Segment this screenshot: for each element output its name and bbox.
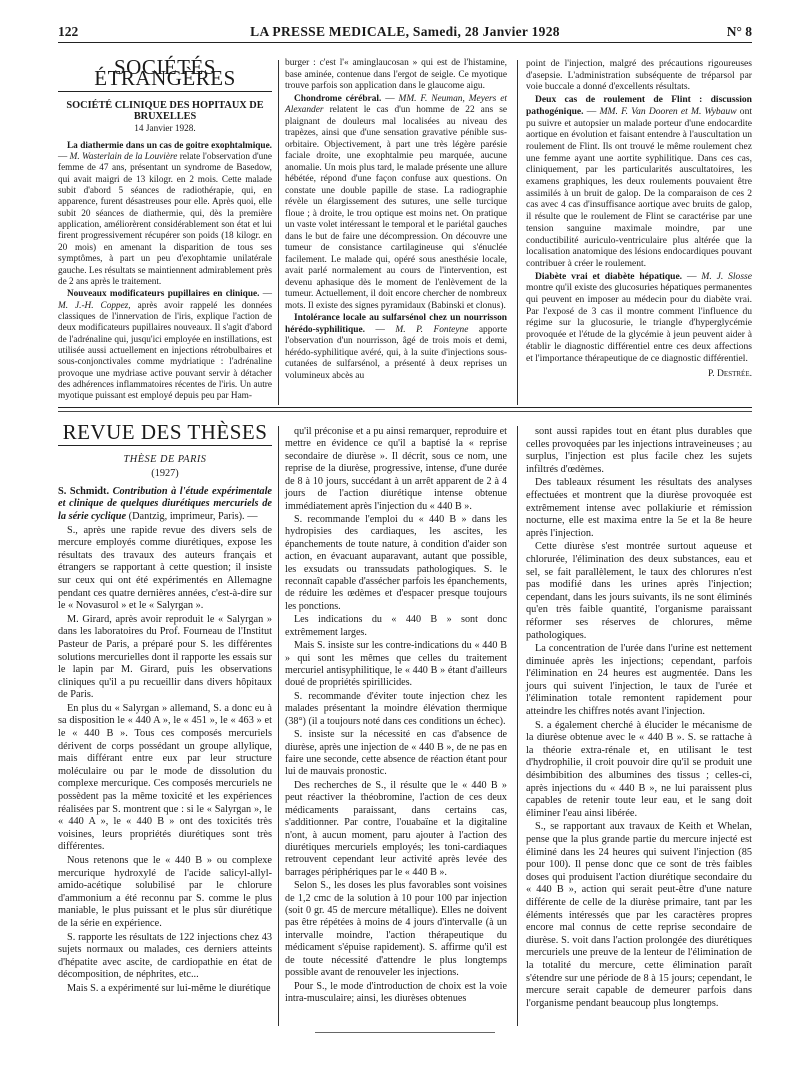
societes-column-3 — [526, 58, 752, 380]
body-paragraph: S. a également cherché à élucider le mécanisme de la diurèse obtenue avec le « 440 B ». S. se rattache à la théorie extra-rénale et, en utilisant le test d'hydrophilie, il croit pouvoir dire qu'il se produit une désimbibition des albumines des tissus ; celles-ci, après injections du « 440 B », ne lui paraissent plus capables de retenir toute leur eau, et le sang doit éliminer l'eau ainsi libérée. — [526, 719, 752, 819]
societes-col3-articles — [526, 94, 752, 364]
article-text: relatent le cas d'un homme de 22 ans se plaignant de douleurs mal localisées au niveau des trapèzes, ainsi que d'une sensation gravative pénible sus-orbitaire. Objectivement, à part une très légère parésie faciale droite, une exophtalmie peu marquée, aucune anomalie. Un mois plus tard, le malade présente une allure hébétée, répond d'une façon confuse aux questions. On constate une double papille de stase. La radiographie révèle un élargissement des sutures, une selle turcique floue ; à droite, le trou optique est moins net. On pratique un vaste volet intéressant le temporal et le pariétal gauches dans le but de faire une décompression. On découvre une tumeur de consistance cartilagineuse qui s'énuclée facilement. Le malade qui, opéré sous anesthésie locale, avait parlé normalement au cours de l'intervention, est devenu aphasique dès le moment de l'enlèvement de la tumeur. Actuellement, il doit encore chercher de nombreux mots. Il existe des signes pyramidaux (Babinski et clonus). — [285, 105, 508, 311]
article-title: Intolérance locale au sulfarsénol chez un nourrisson hérédo-syphilitique. — [285, 313, 507, 335]
thesis-title: Contribution à l'étude expérimentale et clinique de quelques diurétiques mercuriels de la série cyclique — [58, 485, 272, 522]
body-paragraph: sont aussi rapides tout en étant plus durables que celles provoquées par les injections intraveineuses ; au surplus, l'injection est plus facile chez les sujets infiltrés d'œdèmes. — [526, 426, 752, 475]
theses-subtitle: THÈSE DE PARIS — [123, 453, 207, 465]
section-title-societes: SOCIÉTÉS ÉTRANGÈRES — [58, 62, 272, 92]
body-paragraph: Les indications du « 440 B » sont donc extrêmement larges. — [285, 614, 507, 638]
article-text: ont pu suivre et autopsier un malade porteur d'une endocardite aortique en évolution et faisant entendre à l'auscultation un roulement de Flint. Ils ont trouvé le même roulement chez une femme ayant une aortite syphilitique. Dans ces cas, cliniquement, par les particularités auscultatoires, les examens graphiques, les deux roulements pouvaient être assimilés à un bruit de galop. De la comparaison de ces 2 cas avec 4 cas d'insuffisance aortique avec bruits de galop, il résulte que le roulement de Flint se caractérise par une tension sanguine maximale moindre, par une conductibilité auriculo-ventriculaire plus altérée que la localisation anatomique des lésions endocardiques pouvant contribuer à créer le roulement. — [526, 105, 752, 269]
body-paragraph: Mais S. insiste sur les contre-indications du « 440 B » qui sont les mêmes que celles du traitement mercuriel antisyphilitique, le « 440 B » étant d'ailleurs doué de propriétés spirillicides. — [285, 640, 507, 689]
article-text: apporte l'observation d'un nourrisson, âgé de trois mois et demi, hérédo-syphilitique avéré, qui, à la suite d'injections sous-cutanées de sulfarsénol, a présenté à deux reprises un volumineux abcès au — [285, 324, 508, 381]
article-text: relate l'observation d'une femme de 47 ans, présentant un syndrome de Basedow, qui avait maigri de 13 kilogr. en 2 mois. Cette malade subit d'abord 5 séances de radiothérapie, qui, en apparence, furent désastreuses pour elle. Après quoi, elle subit 20 séances de diathermie, qui, dès la première application, améliorèrent considérablement son état et lui firent progressivement récupérer son poids (18 kilogr. en 20 mois) en amenant la disparition de tous ses symptômes, à part un peu d'exophtamie unilatérale gauche. Les résultats se maintiennent admirablement près de 2 ans après le traitement. — [58, 152, 273, 287]
article-author: M. J. Slosse — [701, 270, 752, 282]
article-author: M. J.-H. Coppez, — [58, 300, 131, 311]
article-paragraph: Intolérance locale au sulfarsénol chez un nourrisson hérédo-syphilitique. — M. P. Fonteyne apporte l'observation d'un nourrisson, âgé de trois mois et demi, hérédo-syphilitique avéré, qui, à la suite d'injections sous-cutanées de sulfarsénol, a présenté à deux reprises un volumineux abcès au — [285, 313, 508, 381]
column-rule — [517, 60, 518, 405]
article-title: Diabète vrai et diabète hépatique. — [535, 270, 683, 282]
body-paragraph: La concentration de l'urée dans l'urine est nettement diminuée après les injections; cependant, parfois l'élimination en 24 heures est augmentée. Dans les jours qui suivent l'injection, le taux de l'urée et l'élimination totale remontent rapidement pour atteindre les chiffres notés avant l'injection. — [526, 643, 752, 718]
thesis-reference: S. Schmidt. Contribution à l'étude expérimentale et clinique de quelques diurétiques mercuriels de la série cyclique (Dantzig, imprimeur, Paris). — — [58, 485, 272, 522]
page-number: 122 — [58, 24, 79, 39]
article-title: Deux cas de roulement de Flint : discussion pathogénique. — [526, 94, 752, 117]
article-title: Chondrome cérébral. — [294, 93, 382, 104]
section-separator — [58, 407, 752, 408]
thesis-author: S. Schmidt. — [58, 485, 110, 497]
body-paragraph: Nous retenons que le « 440 B » ou complexe mercurique hydroxylé de l'acide salicyl-allyl-amido-acétique solubilisé par le chlorure d'ammonium a été reconnu par S. comme le plus maniable, le plus puissant et le plus sûr diurétique de la série en expérience. — [58, 855, 272, 929]
society-name: SOCIÉTÉ CLINIQUE DES HOPITAUX DE BRUXELLES — [66, 99, 264, 123]
article-paragraph: Deux cas de roulement de Flint : discussion pathogénique. — MM. F. Van Dooren et M. Wybauw ont pu suivre et autopsier un malade porteur d'une endocardite aortique en évolution et faisant entendre à l'auscultation un roulement de Flint. Ils ont trouvé le même roulement chez une femme ayant une aortite syphilitique. Dans ces cas, cliniquement, par les particularités auscultatoires, les examens graphiques, les deux roulements pouvaient être assimilés à un bruit de galop. De la comparaison de ces 2 cas avec 4 cas d'insuffisance aortique avec bruits de galop, il résulte que le roulement de Flint se caractérise par une tension sanguine maximale moindre, par une conductibilité auriculo-ventriculaire plus altérée que la localisation anatomique des lésions endocardiques pouvant contribuer à créer le roulement. — [526, 94, 752, 269]
body-paragraph: En plus du « Salyrgan » allemand, S. a donc eu à sa disposition le « 440 A », le « 451 », le « 463 » et le « 440 B ». Tous ces composés mercuriels dérivent de corps possédant un groupe allylique, mais différant entre eux par leur structure moléculaire ou par le mode de dissolution du complexe mercurique. Ces composés mercuriels ne possèdent pas la même toxicité et les expériences réalisées par S. montrent que : si le « Salyrgan », le « 440 A », le « 440 B » ont des toxicités très voisines, leurs propriétés diurétiques sont très différentes. — [58, 702, 272, 853]
running-title: LA PRESSE MEDICALE, Samedi, 28 Janvier 1928 — [250, 24, 560, 39]
societes-column-1 — [58, 55, 273, 404]
section-separator — [58, 411, 752, 412]
body-paragraph: Mais S. a expérimenté sur lui-même le diurétique — [67, 982, 271, 994]
end-rule — [315, 1032, 495, 1033]
article-text: après avoir rappelé les données classiques de l'innervation de l'iris, explique l'action de deux modificateurs pupillaires nouveaux. Il s'agit d'abord de l'adrénaline qui, jusqu'ici employée en instillations, est utilisée aussi actuellement en injections rétrobulbaires et sous-conjonctivales comme mydriatique : l'adrénaline provoque une mydriase active pouvant servir à détacher des adhérences inflammatoires récentes de l'iris. Un autre myotique puissant est employé depuis peu par Ham- — [58, 300, 273, 402]
societes-col2-articles — [285, 94, 507, 383]
theses-column-3 — [526, 426, 752, 1011]
issue-number: N° 8 — [726, 24, 752, 39]
body-paragraph: Des tableaux résument les résultats des analyses effectuées et montrent que la diurèse provoquée est extrêmement intense avec pollakiurie et rémission nocturne, elle est maxima entre la 5e et la 8e heure après l'injection. — [526, 477, 752, 539]
thesis-publisher: (Dantzig, imprimeur, Paris). — [128, 510, 245, 522]
body-paragraph: S. recommande l'emploi du « 440 B » dans les hydropisies des cardiaques, les ascites, les épanchements de toute nature, à condition d'aider son action, en évacuant auparavant, autant que possible, les exsudats ou transsudats pathologiques. S. le reconnaît capable d'assécher parfois les épanchements, de réduire les œdèmes et d'espacer presque toujours les ponctions. — [285, 513, 507, 612]
body-paragraph: Des recherches de S., il résulte que le « 440 B » peut réactiver la théobromine, l'action de ces deux médicaments paraissant, dans certains cas, s'additionner. Par contre, l'ouabaïne et la digitaline n'ont, à aucun moment, paru ajouter à l'action des diurétiques mercuriels employés; les toni-cardiaques retrouvent cependant leur activité après levée des barrages périphériques par le « 440 B ». — [285, 779, 507, 878]
theses-col2-paragraphs — [285, 426, 507, 1005]
article-paragraph: Chondrome cérébral. — MM. F. Neuman, Meyers et Alexander relatent le cas d'un homme de 22 ans se plaignant de douleurs mal localisées au niveau des trapèzes, ainsi que d'une sensation gravative pénible sus-orbitaire. Objectivement, à part une très légère parésie faciale droite, une exophtalmie peu marquée, aucune anomalie. Un mois plus tard, le malade présente une allure hébétée, répond d'une façon confuse aux questions. On constate une double papille de stase. La radiographie révèle un élargissement des sutures, une selle turcique floue ; à droite, le trou optique est moins net. On pratique un vaste volet intéressant le temporal et le pariétal gauches dans le but de faire une décompression. On découvre une tumeur de consistance cartilagineuse qui s'énuclée facilement. Le malade qui, opéré sous anesthésie locale, avait parlé normalement au cours de l'intervention, est devenu aphasique dès le moment de l'enlèvement de la tumeur. Actuellement, il doit encore chercher de nombreux mots. Il existe des signes pyramidaux (Babinski et clonus). — [285, 93, 508, 311]
body-paragraph: S., se rapportant aux travaux de Keith et Whelan, pense que la plus grande partie du mercure injecté est éliminé dans les 24 heures qui suivent l'injection (85 pour 100). Il pense donc que ce sont de très faibles doses qui produisent l'action diurétique secondaire du « 440 B », action qui serait peut-être d'une nature différente de celle de la diurèse primaire, tant par les éléments intéressés que par les caractères propres encore mal connus de cette reprise secondaire de diurèse. S. voit dans l'action prolongée des diurétiques mercuriels une preuve de la lenteur de l'élimination de la totalité du mercure, cette élimination paraît s'étendre sur une période de 8 à 15 jours; cependant, le mercure serait capable de demeurer parfois dans l'organisme pendant beaucoup plus longtemps. — [526, 821, 752, 1009]
article-title: La diathermie dans un cas de goitre exophtalmique. — [67, 140, 272, 151]
body-paragraph: qu'il préconise et a pu ainsi remarquer, reproduire et mettre en évidence ce qu'il a baptisé la « reprise secondaire de diurèse ». Il décrit, sous ce nom, une reprise de la diurèse, progressive, intense, d'une durée de 8 à 10 jours, succédant à un arrêt apparent de 2 à 4 jours de l'action diurétique intense obtenue immédiatement après l'injection du « 440 B ». — [285, 426, 507, 512]
section-title-theses: REVUE DES THÈSES — [58, 426, 272, 446]
societes-col3-intro: point de l'injection, malgré des précautions rigoureuses d'asepsie. L'administration subséquente de tréparsol par voie buccale a donné d'excellents résultats. — [526, 58, 752, 93]
article-author: MM. F. Van Dooren et M. Wybauw — [599, 105, 737, 117]
body-paragraph: Pour S., le mode d'introduction de choix est la voie intra-musculaire; ainsi, les diurèses obtenues — [285, 980, 507, 1004]
article-text: montre qu'il existe des glucosuries hépatiques permanentes qui peuvent en imposer au médecin pour du diabète vrai. Par l'exposé de 3 cas il montre comment l'influence du régime sur la glucosurie, le triangle d'hyperglycémie provoquée et l'étude de la glycémie à jeun peuvent aider à établir le diagnostic différentiel entre ces deux affections et l'importance thérapeutique de ce diagnostic différentiel. — [526, 282, 752, 364]
theses-col1-paragraphs — [58, 525, 272, 996]
article-author: M. P. Fonteyne — [395, 324, 469, 335]
body-paragraph: S. recommande d'éviter toute injection chez les malades présentant la moindre élévation thermique (38°) (il a toujours noté dans ces conditions un échec). — [285, 690, 507, 727]
article-author: M. Wasterlain de la Louvière — [69, 152, 178, 163]
article-paragraph: La diathermie dans un cas de goitre exophtalmique. — M. Wasterlain de la Louvière relate l'observation d'une femme de 47 ans, présentant un syndrome de Basedow, qui avait maigri de 13 kilogr. en 2 mois. Cette malade subit d'abord 5 séances de radiothérapie, qui, en apparence, furent désastreuses pour elle. Après quoi, elle subit 20 séances de diathermie, qui, dès la première application, améliorèrent considérablement son état et lui firent progressivement récupérer son poids (18 kilogr. en 20 mois) en amenant la disparition de tous ses symptômes, à part un peu d'exophtamie unilatérale gauche. Les résultats se maintiennent admirablement près de 2 ans après le traitement. — [58, 140, 273, 287]
body-paragraph: S. rapporte les résultats de 122 injections chez 43 sujets normaux ou malades, ces derniers atteints d'hépatite avec ascite, de cardiopathie en état de décomposition, de néphrites, etc... — [58, 931, 272, 981]
societes-col2-intro: burger : c'est l'« aminglaucosan » qui est de l'histamine, base aminée, contenue dans l'ergot de seigle. Ce myotique trouve parfois son application dans le glaucome aigu. — [285, 58, 507, 92]
running-header — [58, 22, 752, 43]
societes-column-2 — [285, 58, 507, 383]
theses-column-1 — [58, 422, 272, 997]
theses-column-2 — [285, 426, 507, 1006]
body-paragraph: Cette diurèse s'est montrée surtout aqueuse et chlorurée, l'élimination des deux substances, eau et sel, se fait parallèlement, le taux des chlorures n'est pas modifié dans les urines après l'injection; cependant, dans les jours suivants, ils ne sont éliminés qu'en très faible quantité, l'organisme paraissant réformer ses réserves de chlorures, même pathologiques. — [526, 541, 752, 641]
article-author: MM. F. Neuman, Meyers et Alexander — [285, 93, 507, 116]
body-paragraph: M. Girard, après avoir reproduit le « Salyrgan » dans les laboratoires du Prof. Fourneau de l'Institut Pasteur de Paris, a préparé pour S. les différentes solutions mercurielles dont il rapporte les essais sur le lapin par M. Girard, puis les observations cliniques qu'il a pu recueillir dans divers hôpitaux de Paris. — [58, 613, 272, 701]
article-title: Nouveaux modificateurs pupillaires en clinique. — [67, 289, 260, 300]
body-paragraph: S. insiste sur la nécessité en cas d'absence de diurèse, après une injection de « 440 B », de ne pas en faire une seconde, cette absence de réaction étant pour lui de mauvais pronostic. — [285, 729, 507, 778]
session-date: 14 Janvier 1928. — [134, 124, 196, 135]
column-rule — [278, 426, 279, 1026]
article-paragraph: Diabète vrai et diabète hépatique. — M. J. Slosse montre qu'il existe des glucosuries hépatiques permanentes qui peuvent en imposer au médecin pour du diabète vrai. Par l'exposé de 3 cas il montre comment l'influence du régime sur la glucosurie, le triangle d'hyperglycémie provoquée et l'étude de la glycémie à jeun peuvent aider à établir le diagnostic différentiel entre ces deux affections et l'importance thérapeutique de ce diagnostic différentiel. — [526, 270, 752, 364]
theses-col3-paragraphs — [526, 426, 752, 1010]
article-paragraph: Nouveaux modificateurs pupillaires en clinique. — M. J.-H. Coppez, après avoir rappelé les données classiques de l'innervation de l'iris, explique l'action de deux modificateurs pupillaires nouveaux. Il s'agit d'abord de l'adrénaline qui, jusqu'ici employée en instillations, est utilisée aussi actuellement en injections rétrobulbaires et sous-conjonctivales comme mydriatique : l'adrénaline provoque une mydriase active pouvant servir à détacher des adhérences inflammatoires récentes de l'iris. Un autre myotique puissant est employé depuis peu par Ham- — [58, 289, 273, 402]
body-paragraph: Selon S., les doses les plus favorables sont voisines de 1,2 cmc de la solution à 10 pour 100 par injection (soit 0 gr. 45 de mercure métallique). Elles ne doivent pas être répétées à moins de 4 jours d'intervalle (à un intervalle moindre, l'action thérapeutique du médicament s'épuise rapidement). S. affirme qu'il est de toute nécessité d'attendre le plus longtemps possible avant de renouveler les injections. — [285, 880, 507, 979]
societes-col1-articles — [58, 141, 272, 403]
theses-year: (1927) — [151, 468, 179, 480]
column-rule — [517, 426, 518, 1026]
signature: P. Destrée. — [708, 368, 752, 380]
body-paragraph: S., après une rapide revue des divers sels de mercure employés comme diurétiques, expose les résultats des travaux des auteurs français et étrangers se rapportant à cette question; il insiste sur ceux qui ont été expérimentés en Allemagne pendant ces quatre dernières années, c'est-à-dire sur le « Novasurol » et le « Salyrgan ». — [58, 524, 272, 612]
column-rule — [278, 60, 279, 405]
